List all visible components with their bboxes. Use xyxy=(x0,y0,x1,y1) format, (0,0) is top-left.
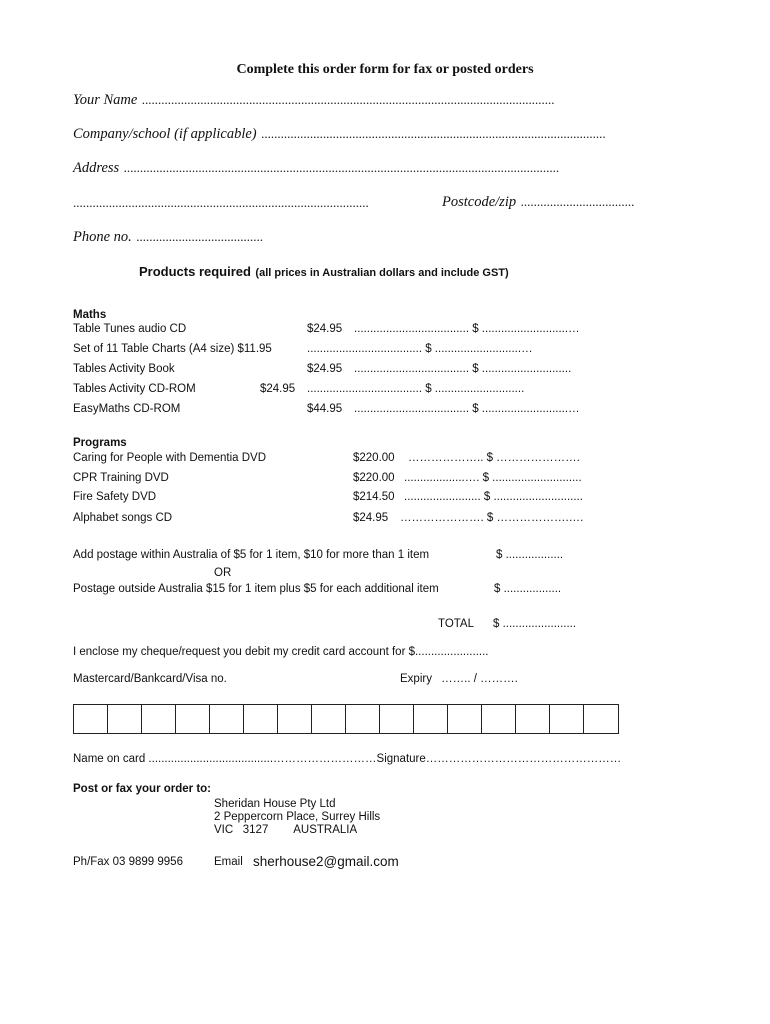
product-price: $44.95 xyxy=(307,403,343,415)
product-qty-line[interactable]: .................................... $ ...........................… xyxy=(354,323,580,335)
postage-within-text: Add postage within Australia of $5 for 1 item, $10 for more than 1 item xyxy=(73,549,430,561)
products-heading: Products required xyxy=(139,264,251,279)
card-digit-box[interactable] xyxy=(312,705,346,733)
card-digit-box[interactable] xyxy=(482,705,516,733)
address-field[interactable] xyxy=(73,159,559,177)
post-heading: Post or fax your order to: xyxy=(73,783,212,795)
program-qty-line[interactable]: ……………….. $ …………………. xyxy=(408,452,580,464)
card-digit-box[interactable] xyxy=(142,705,176,733)
postal-address-line: VIC 3127 AUSTRALIA xyxy=(214,824,358,836)
card-digit-box[interactable] xyxy=(176,705,210,733)
card-digit-box[interactable] xyxy=(584,705,618,733)
product-name: Set of 11 Table Charts (A4 size) $11.95 xyxy=(73,343,272,355)
product-name: Tables Activity CD-ROM xyxy=(73,383,196,395)
postcode-dots: ................................... xyxy=(520,194,635,209)
total-line[interactable]: $ ....................... xyxy=(493,618,577,630)
product-price: $24.95 xyxy=(307,323,343,335)
form-title: Complete this order form for fax or posted orders xyxy=(236,62,534,77)
postage-within-line[interactable]: $ .................. xyxy=(496,549,564,561)
product-name: Table Tunes audio CD xyxy=(73,323,187,335)
expiry-field[interactable] xyxy=(400,673,518,685)
your-name-label: Your Name xyxy=(73,92,138,108)
program-name: Caring for People with Dementia DVD xyxy=(73,452,267,464)
phone-dots: ....................................... xyxy=(136,229,263,244)
programs-heading: Programs xyxy=(73,437,127,449)
email-label: Email xyxy=(214,856,243,868)
company-label: Company/school (if applicable) xyxy=(73,126,257,142)
expiry-label: Expiry xyxy=(400,673,432,685)
your-name-dots: ............................................................................................................................... xyxy=(141,92,555,107)
card-digit-box[interactable] xyxy=(550,705,584,733)
cheque-line[interactable]: I enclose my cheque/request you debit my credit card account for $....................... xyxy=(73,646,489,658)
expiry-line: …….. / ………. xyxy=(441,673,518,685)
card-digit-box[interactable] xyxy=(346,705,380,733)
program-name: Alphabet songs CD xyxy=(73,512,173,524)
name-on-card-signature-line[interactable]: Name on card .......................................………………………Signature…………………………………………… xyxy=(73,753,622,765)
card-digit-box[interactable] xyxy=(380,705,414,733)
address-line-2[interactable]: ........................................................................................... xyxy=(73,195,369,210)
program-qty-line[interactable]: …………………. $ ……………….…. xyxy=(400,512,584,524)
card-digit-box[interactable] xyxy=(74,705,108,733)
program-name: CPR Training DVD xyxy=(73,472,169,484)
email-address[interactable]: sherhouse2@gmail.com xyxy=(253,854,399,869)
program-price: $24.95 xyxy=(353,512,389,524)
card-digit-box[interactable] xyxy=(278,705,312,733)
products-heading-row xyxy=(139,263,509,281)
address-dots: ...................................................................................................................................... xyxy=(123,160,560,175)
phone-label: Phone no. xyxy=(73,229,132,245)
program-qty-line[interactable]: ...................…. $ ............................ xyxy=(404,472,582,484)
phone-fax: Ph/Fax 03 9899 9956 xyxy=(73,856,183,868)
total-label: TOTAL xyxy=(438,618,474,630)
program-qty-line[interactable]: ........................ $ ............................ xyxy=(404,491,583,503)
program-price: $220.00 xyxy=(353,472,395,484)
card-digit-box[interactable] xyxy=(108,705,142,733)
program-price: $214.50 xyxy=(353,491,395,503)
card-digit-box[interactable] xyxy=(516,705,550,733)
postal-address-line: Sheridan House Pty Ltd xyxy=(214,798,336,810)
postage-outside-line[interactable]: $ .................. xyxy=(494,583,562,595)
phone-field[interactable] xyxy=(73,228,263,246)
product-qty-line[interactable]: .................................... $ ............................ xyxy=(307,383,525,395)
program-name: Fire Safety DVD xyxy=(73,491,157,503)
postage-or: OR xyxy=(214,567,232,579)
product-qty-line[interactable]: .................................... $ ............................ xyxy=(354,363,572,375)
maths-heading: Maths xyxy=(73,309,107,321)
product-qty-line[interactable]: .................................... $ ...........................… xyxy=(354,403,580,415)
company-field[interactable] xyxy=(73,125,606,143)
card-label: Mastercard/Bankcard/Visa no. xyxy=(73,673,227,685)
product-qty-line[interactable]: .................................... $ ...........................… xyxy=(307,343,533,355)
product-name: EasyMaths CD-ROM xyxy=(73,403,181,415)
program-price: $220.00 xyxy=(353,452,395,464)
products-subheading: (all prices in Australian dollars and include GST) xyxy=(255,267,509,279)
product-name: Tables Activity Book xyxy=(73,363,175,375)
card-digit-box[interactable] xyxy=(210,705,244,733)
postcode-field[interactable] xyxy=(442,193,634,211)
card-digit-box[interactable] xyxy=(414,705,448,733)
product-price: $24.95 xyxy=(307,363,343,375)
your-name-field[interactable] xyxy=(73,91,555,109)
postal-address-line: 2 Peppercorn Place, Surrey Hills xyxy=(214,811,381,823)
card-digit-box[interactable] xyxy=(448,705,482,733)
card-digit-box[interactable] xyxy=(244,705,278,733)
product-price: $24.95 xyxy=(260,383,296,395)
card-number-boxes[interactable] xyxy=(73,704,619,734)
company-dots: .......................................................................................................... xyxy=(261,126,606,141)
address-label: Address xyxy=(73,160,120,176)
postcode-label: Postcode/zip xyxy=(442,194,517,210)
postage-outside-text: Postage outside Australia $15 for 1 item plus $5 for each additional item xyxy=(73,583,439,595)
